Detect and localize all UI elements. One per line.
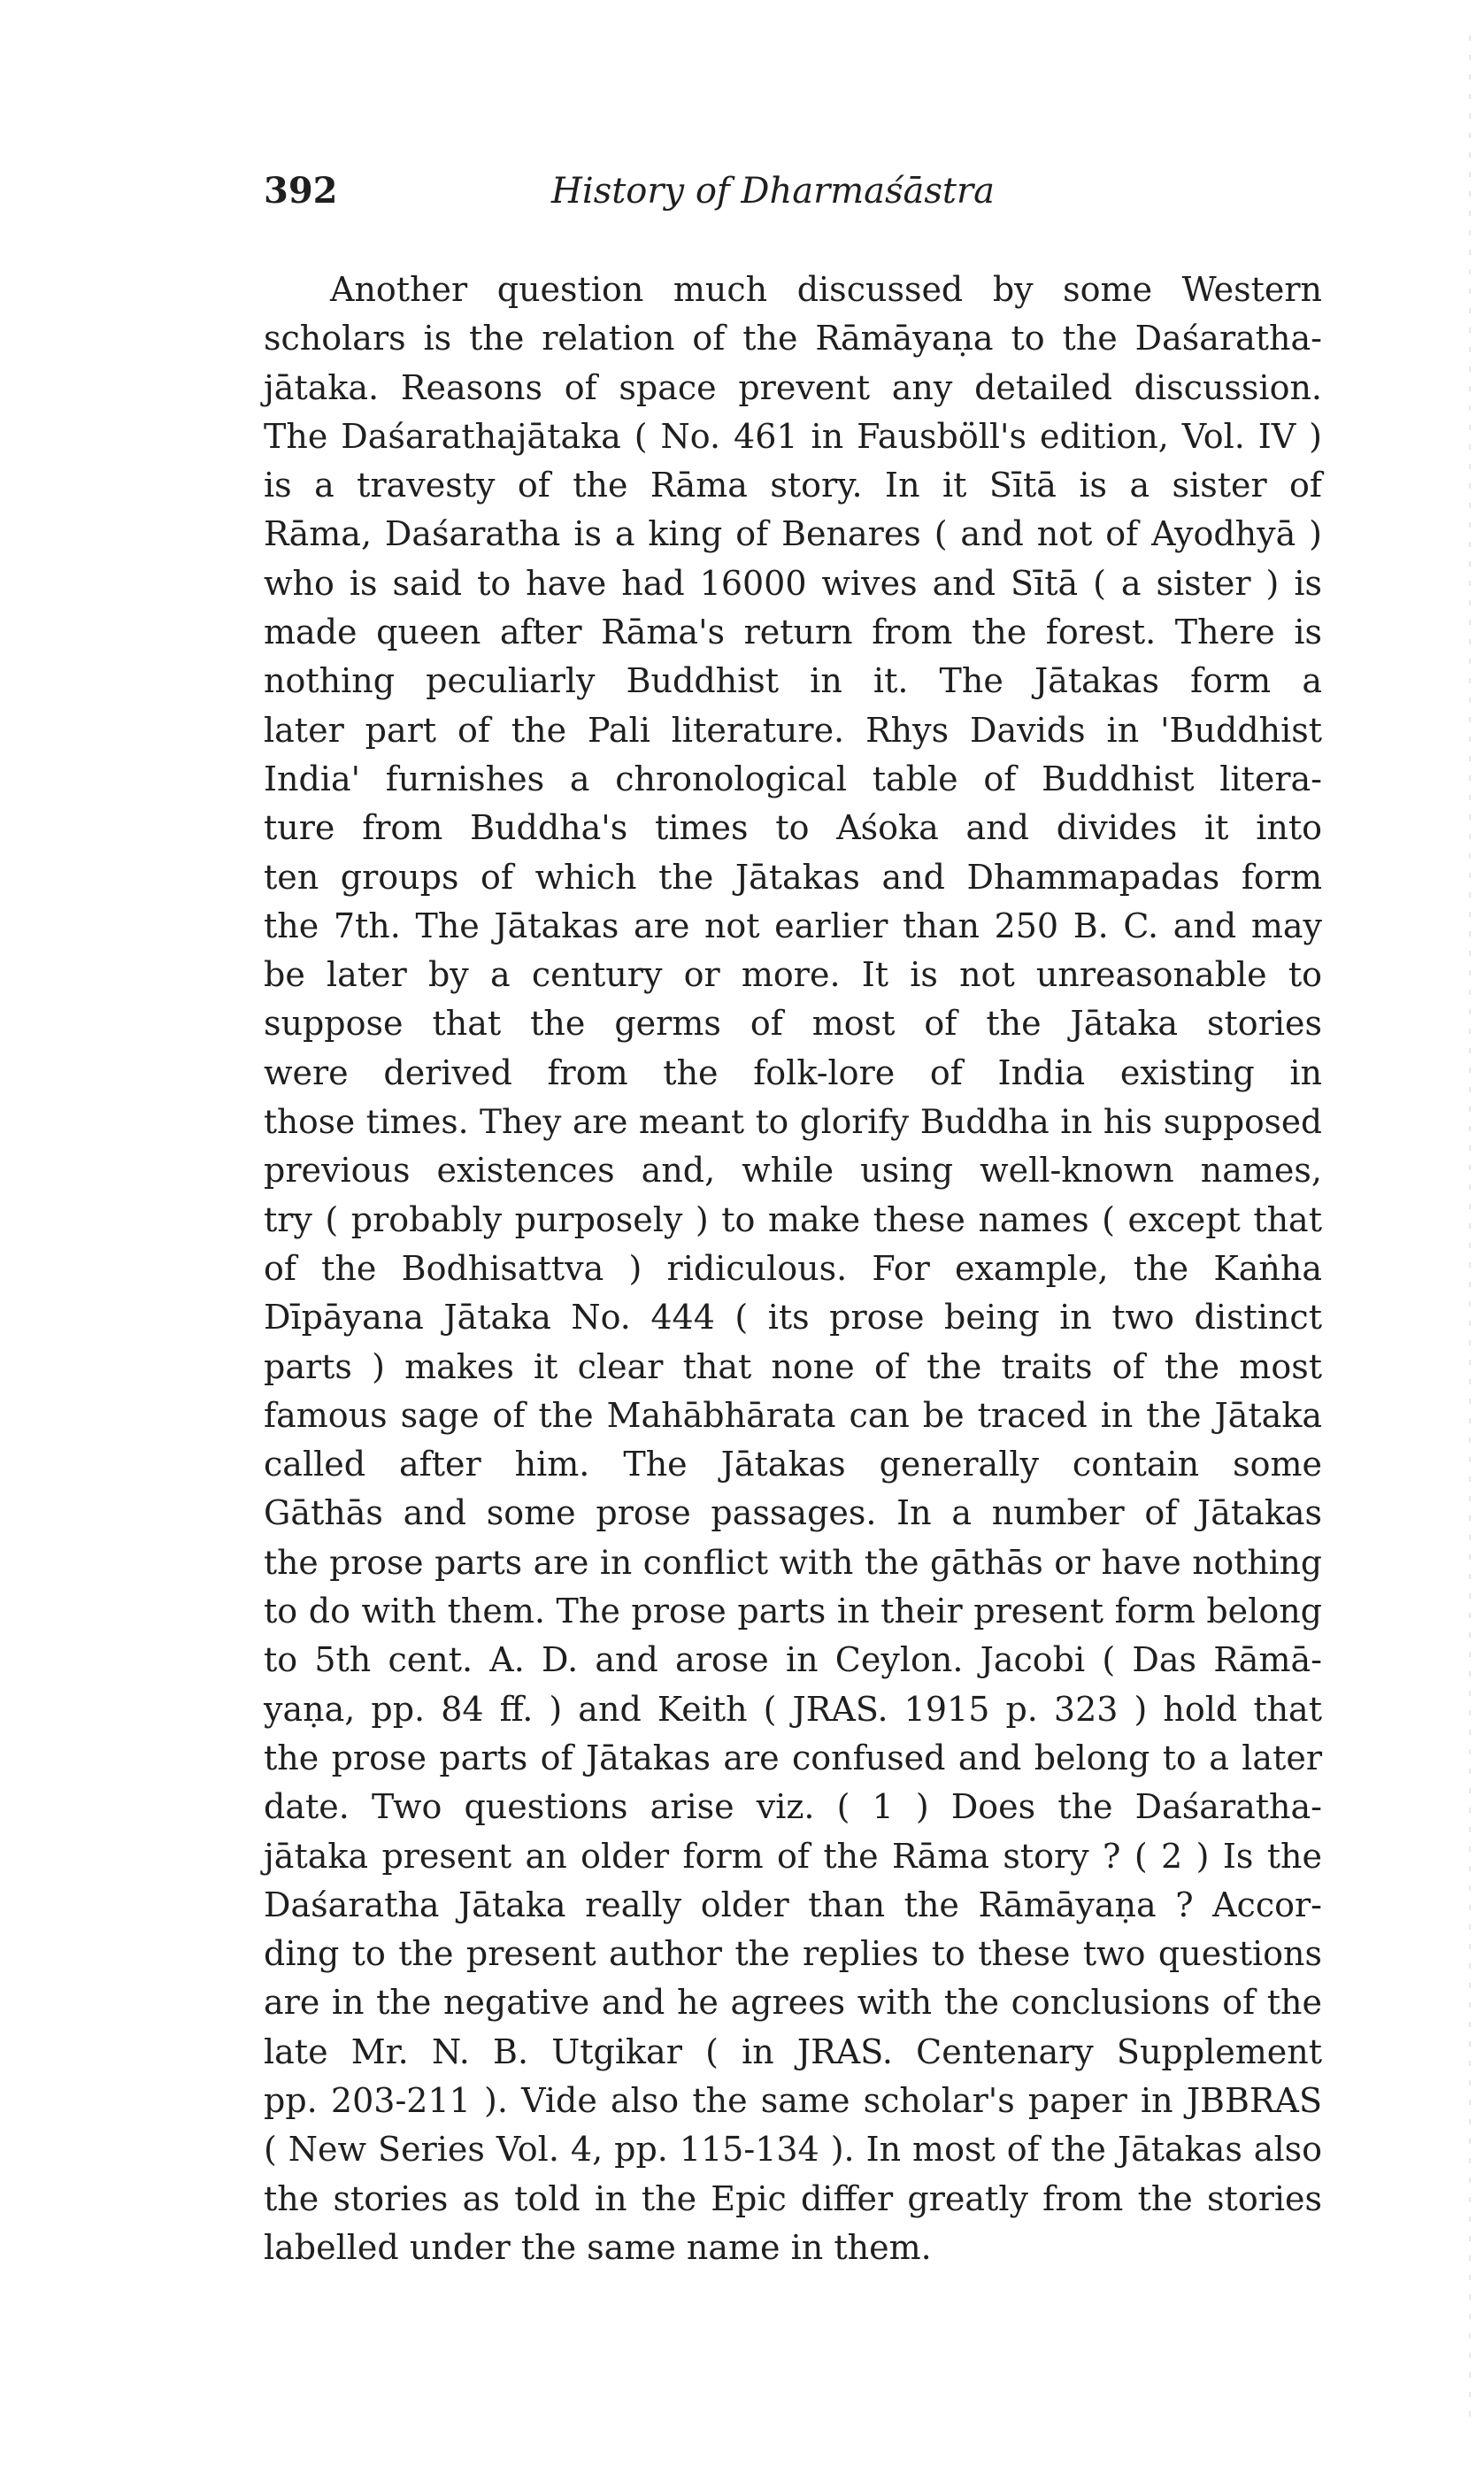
text-line: famous sage of the Mahābhārata can be traced in the Jātaka bbox=[264, 1395, 1322, 1435]
text-line: called after him. The Jātakas generally contain some bbox=[264, 1445, 1322, 1484]
text-line: The Daśarathajātaka ( No. 461 in Fausböll's edition, Vol. IV ) bbox=[264, 416, 1322, 456]
text-line: Daśaratha Jātaka really older than the Rāmāyaṇa ? Accor- bbox=[264, 1885, 1322, 1924]
text-line: jātaka present an older form of the Rāma story ? ( 2 ) Is the bbox=[264, 1836, 1322, 1876]
text-line: nothing peculiarly Buddhist in it. The Jātakas form a bbox=[264, 661, 1322, 701]
text-line: labelled under the same name in them. bbox=[264, 2227, 932, 2267]
text-line: previous existences and, while using well-known names, bbox=[264, 1151, 1322, 1191]
running-title: History of Dharmaśāstra bbox=[551, 171, 995, 212]
scan-edge-mark bbox=[1469, 35, 1471, 2425]
text-line: later part of the Pali literature. Rhys Davids in 'Buddhist bbox=[264, 710, 1322, 750]
text-line: made queen after Rāma's return from the forest. There is bbox=[264, 613, 1322, 652]
text-line: to do with them. The prose parts in their present form belong bbox=[264, 1592, 1322, 1631]
text-line: ture from Buddha's times to Aśoka and divides it into bbox=[264, 808, 1322, 848]
text-line: India' furnishes a chronological table of Buddhist litera- bbox=[264, 759, 1322, 798]
text-line: the prose parts of Jātakas are confused and belong to a later bbox=[264, 1738, 1322, 1777]
text-line: be later by a century or more. It is not unreasonable to bbox=[264, 955, 1322, 995]
text-line: those times. They are meant to glorify Buddha in his supposed bbox=[264, 1102, 1322, 1142]
text-line: the prose parts are in conflict with the gāthās or have nothing bbox=[264, 1542, 1322, 1582]
text-line: pp. 203-211 ). Vide also the same scholar's paper in JBBRAS bbox=[264, 2080, 1322, 2120]
text-line: suppose that the germs of most of the Jātaka stories bbox=[264, 1004, 1322, 1044]
page-number: 392 bbox=[264, 170, 338, 212]
text-line: ding to the present author the replies to these two questions bbox=[264, 1934, 1322, 1974]
text-line: jātaka. Reasons of space prevent any detailed discussion. bbox=[264, 367, 1322, 407]
text-line: to 5th cent. A. D. and arose in Ceylon. Jacobi ( Das Rāmā- bbox=[264, 1640, 1322, 1680]
text-line: were derived from the folk-lore of India existing in bbox=[264, 1052, 1322, 1092]
text-line: Rāma, Daśaratha is a king of Benares ( and not of Ayodhyā ) bbox=[264, 514, 1322, 554]
text-line: scholars is the relation of the Rāmāyaṇa to the Daśaratha- bbox=[264, 319, 1322, 358]
text-line: are in the negative and he agrees with the conclusions of the bbox=[264, 1983, 1322, 2023]
text-line: ten groups of which the Jātakas and Dhammapadas form bbox=[264, 857, 1322, 897]
text-line: who is said to have had 16000 wives and Sītā ( a sister ) is bbox=[264, 563, 1322, 603]
text-line: the stories as told in the Epic differ greatly from the stories bbox=[264, 2178, 1322, 2218]
text-line: ( New Series Vol. 4, pp. 115-134 ). In most of the Jātakas also bbox=[264, 2130, 1322, 2170]
text-line: Gāthās and some prose passages. In a number of Jātakas bbox=[264, 1493, 1322, 1533]
text-line: Another question much discussed by some Western bbox=[330, 270, 1322, 309]
text-line: Dīpāyana Jātaka No. 444 ( its prose being in two distinct bbox=[264, 1298, 1322, 1338]
text-line: of the Bodhisattva ) ridiculous. For example, the Kaṅha bbox=[264, 1248, 1322, 1288]
body-paragraph bbox=[264, 266, 1322, 2272]
text-line: late Mr. N. B. Utgikar ( in JRAS. Centenary Supplement bbox=[264, 2031, 1322, 2071]
text-line: date. Two questions arise viz. ( 1 ) Does the Daśaratha- bbox=[264, 1787, 1322, 1827]
text-line: yaṇa, pp. 84 ff. ) and Keith ( JRAS. 1915 p. 323 ) hold that bbox=[264, 1689, 1322, 1729]
text-line: try ( probably purposely ) to make these names ( except that bbox=[264, 1199, 1322, 1239]
text-line: the 7th. The Jātakas are not earlier than 250 B. C. and may bbox=[264, 906, 1322, 945]
text-line: parts ) makes it clear that none of the traits of the most bbox=[264, 1346, 1322, 1386]
text-line: is a travesty of the Rāma story. In it Sītā is a sister of bbox=[264, 466, 1322, 505]
